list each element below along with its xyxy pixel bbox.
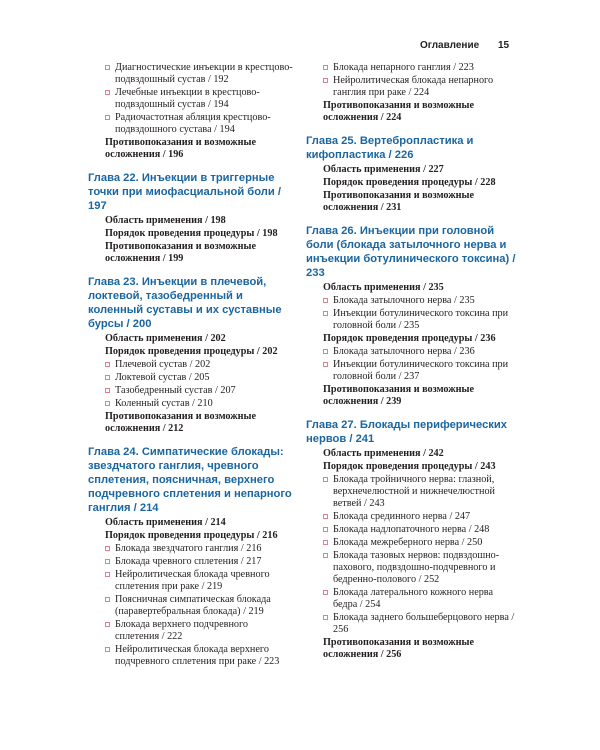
square-bullet-icon — [323, 298, 328, 303]
toc-entry-text: Область применения / 227 — [323, 164, 444, 175]
toc-subsection-entry[interactable] — [306, 550, 516, 586]
toc-entry-text: Локтевой сустав / 205 — [115, 372, 210, 383]
toc-entry-text: Блокада затылочного нерва / 236 — [333, 346, 475, 357]
toc-section-entry[interactable] — [306, 461, 516, 473]
toc-entry-text: Блокада латерального кожного нерва бедра / 254 — [333, 587, 494, 610]
toc-entry-text: Инъекции ботулинического токсина при головной боли / 235 — [333, 308, 509, 331]
toc-section-entry[interactable] — [306, 448, 516, 460]
toc-entry-text: Инъекции ботулинического токсина при головной боли / 237 — [333, 359, 509, 382]
toc-entry-text: Лечебные инъекции в крестцово-подвздошный сустав / 194 — [115, 87, 260, 110]
toc-subsection-entry[interactable] — [88, 556, 293, 568]
square-bullet-icon — [323, 477, 328, 482]
square-bullet-icon — [105, 647, 110, 652]
square-bullet-icon — [323, 65, 328, 70]
toc-entry-text: Порядок проведения процедуры / 198 — [105, 228, 278, 239]
toc-chapter-heading[interactable] — [88, 445, 293, 515]
toc-entry-text: Блокада тазовых нервов: подвздошно-пахового, подвздошно-подчревного и бедренно-полового / 252 — [333, 550, 500, 585]
toc-entry-text: Порядок проведения процедуры / 202 — [105, 346, 278, 357]
toc-subsection-entry[interactable] — [306, 75, 516, 99]
toc-section-entry[interactable] — [88, 241, 293, 265]
toc-left-column — [88, 62, 293, 669]
toc-section-entry[interactable] — [306, 100, 516, 124]
toc-section-entry[interactable] — [88, 228, 293, 240]
square-bullet-icon — [105, 90, 110, 95]
toc-entry-text: Глава 25. Вертебропластика и кифопластика / 226 — [306, 135, 474, 161]
toc-entry-text: Глава 24. Симпатические блокады: звездчатого ганглия, чревного сплетения, поясничная, верхнего подчревного сплетения и непарного ганглия / 214 — [88, 446, 292, 514]
square-bullet-icon — [105, 546, 110, 551]
toc-entry-text: Радиочастотная абляция крестцово-подвздошного сустава / 194 — [115, 112, 271, 135]
toc-entry-text: Глава 23. Инъекции в плечевой, локтевой, тазобедренный и коленный суставы и их суставные бурсы / 200 — [88, 276, 282, 330]
square-bullet-icon — [105, 375, 110, 380]
square-bullet-icon — [323, 349, 328, 354]
toc-entry-text: Блокада затылочного нерва / 235 — [333, 295, 475, 306]
toc-subsection-entry[interactable] — [306, 587, 516, 611]
toc-entry-text: Глава 26. Инъекции при головной боли (блокада затылочного нерва и инъекции ботулинического токсина) / 233 — [306, 225, 516, 279]
square-bullet-icon — [323, 540, 328, 545]
toc-section-entry[interactable] — [88, 137, 293, 161]
square-bullet-icon — [105, 388, 110, 393]
toc-subsection-entry[interactable] — [88, 543, 293, 555]
toc-subsection-entry[interactable] — [88, 62, 293, 86]
square-bullet-icon — [105, 65, 110, 70]
toc-entry-text: Порядок проведения процедуры / 216 — [105, 530, 278, 541]
toc-chapter-heading[interactable] — [306, 134, 516, 162]
toc-entry-text: Блокада межреберного нерва / 250 — [333, 537, 483, 548]
square-bullet-icon — [105, 115, 110, 120]
toc-entry-text: Противопоказания и возможные осложнения / 224 — [323, 100, 474, 123]
toc-entry-text: Глава 22. Инъекции в триггерные точки при миофасциальной боли / 197 — [88, 172, 281, 212]
toc-subsection-entry[interactable] — [88, 87, 293, 111]
toc-entry-text: Блокада чревного сплетения / 217 — [115, 556, 262, 567]
toc-entry-text: Блокада звездчатого ганглия / 216 — [115, 543, 262, 554]
running-header-title: Оглавление — [420, 40, 480, 51]
toc-entry-text: Область применения / 235 — [323, 282, 444, 293]
toc-subsection-entry[interactable] — [306, 474, 516, 510]
square-bullet-icon — [323, 78, 328, 83]
toc-entry-text: Блокада надлопаточного нерва / 248 — [333, 524, 490, 535]
toc-entry-text: Область применения / 202 — [105, 333, 226, 344]
toc-section-entry[interactable] — [306, 384, 516, 408]
toc-entry-text: Порядок проведения процедуры / 236 — [323, 333, 496, 344]
square-bullet-icon — [323, 590, 328, 595]
toc-section-entry[interactable] — [88, 530, 293, 542]
toc-subsection-entry[interactable] — [88, 644, 293, 668]
toc-subsection-entry[interactable] — [306, 612, 516, 636]
toc-entry-text: Область применения / 198 — [105, 215, 226, 226]
toc-entry-text: Противопоказания и возможные осложнения / 196 — [105, 137, 256, 160]
square-bullet-icon — [323, 311, 328, 316]
toc-entry-text: Порядок проведения процедуры / 228 — [323, 177, 496, 188]
square-bullet-icon — [323, 527, 328, 532]
toc-entry-text: Плечевой сустав / 202 — [115, 359, 211, 370]
toc-entry-text: Противопоказания и возможные осложнения / 231 — [323, 190, 474, 213]
toc-entry-text: Блокада заднего большеберцового нерва / 256 — [333, 612, 515, 635]
toc-section-entry[interactable] — [306, 164, 516, 176]
square-bullet-icon — [323, 362, 328, 367]
toc-subsection-entry[interactable] — [306, 346, 516, 358]
toc-entry-text: Коленный сустав / 210 — [115, 398, 213, 409]
square-bullet-icon — [105, 572, 110, 577]
toc-entry-text: Противопоказания и возможные осложнения / 239 — [323, 384, 474, 407]
toc-entry-text: Блокада верхнего подчревного сплетения / 222 — [115, 619, 249, 642]
toc-entry-text: Глава 27. Блокады периферических нервов / 241 — [306, 419, 508, 445]
toc-section-entry[interactable] — [88, 517, 293, 529]
toc-subsection-entry[interactable] — [306, 308, 516, 332]
toc-section-entry[interactable] — [306, 177, 516, 189]
toc-subsection-entry[interactable] — [88, 619, 293, 643]
toc-subsection-entry[interactable] — [88, 569, 293, 593]
toc-subsection-entry[interactable] — [88, 594, 293, 618]
toc-subsection-entry[interactable] — [88, 359, 293, 371]
toc-section-entry[interactable] — [306, 637, 516, 661]
toc-entry-text: Блокада непарного ганглия / 223 — [333, 62, 474, 73]
toc-entry-text: Поясничная симпатическая блокада (паравертебральная блокада) / 219 — [115, 594, 271, 617]
page-number: 15 — [498, 40, 510, 51]
toc-section-entry[interactable] — [88, 333, 293, 345]
toc-subsection-entry[interactable] — [306, 524, 516, 536]
toc-right-column — [306, 62, 516, 662]
toc-chapter-heading[interactable] — [88, 275, 293, 331]
toc-subsection-entry[interactable] — [306, 359, 516, 383]
square-bullet-icon — [105, 559, 110, 564]
toc-subsection-entry[interactable] — [88, 372, 293, 384]
toc-entry-text: Противопоказания и возможные осложнения / 199 — [105, 241, 256, 264]
toc-section-entry[interactable] — [306, 333, 516, 345]
toc-section-entry[interactable] — [88, 411, 293, 435]
toc-subsection-entry[interactable] — [88, 385, 293, 397]
toc-chapter-heading[interactable] — [88, 171, 293, 213]
toc-subsection-entry[interactable] — [88, 398, 293, 410]
toc-entry-text: Порядок проведения процедуры / 243 — [323, 461, 496, 472]
toc-subsection-entry[interactable] — [88, 112, 293, 136]
square-bullet-icon — [323, 514, 328, 519]
square-bullet-icon — [323, 553, 328, 558]
square-bullet-icon — [105, 362, 110, 367]
toc-subsection-entry[interactable] — [306, 295, 516, 307]
toc-chapter-heading[interactable] — [306, 224, 516, 280]
toc-entry-text: Противопоказания и возможные осложнения / 212 — [105, 411, 256, 434]
toc-entry-text: Область применения / 214 — [105, 517, 226, 528]
toc-subsection-entry[interactable] — [306, 537, 516, 549]
square-bullet-icon — [105, 401, 110, 406]
square-bullet-icon — [105, 622, 110, 627]
toc-section-entry[interactable] — [306, 190, 516, 214]
toc-entry-text: Область применения / 242 — [323, 448, 444, 459]
toc-section-entry[interactable] — [88, 346, 293, 358]
toc-entry-text: Блокада срединного нерва / 247 — [333, 511, 471, 522]
toc-entry-text: Нейролитическая блокада непарного ганглия при раке / 224 — [333, 75, 494, 98]
toc-section-entry[interactable] — [88, 215, 293, 227]
toc-chapter-heading[interactable] — [306, 418, 516, 446]
toc-entry-text: Блокада тройничного нерва: глазной, верхнечелюстной и нижнечелюстной ветвей / 243 — [333, 474, 496, 509]
toc-entry-text: Диагностические инъекции в крестцово-подвздошный сустав / 192 — [115, 62, 293, 85]
toc-entry-text: Нейролитическая блокада верхнего подчревного сплетения при раке / 223 — [115, 644, 280, 667]
toc-entry-text: Противопоказания и возможные осложнения / 256 — [323, 637, 474, 660]
toc-section-entry[interactable] — [306, 282, 516, 294]
toc-entry-text: Нейролитическая блокада чревного сплетения при раке / 219 — [115, 569, 270, 592]
toc-entry-text: Тазобедренный сустав / 207 — [115, 385, 236, 396]
square-bullet-icon — [323, 615, 328, 620]
toc-subsection-entry[interactable] — [306, 511, 516, 523]
square-bullet-icon — [105, 597, 110, 602]
toc-subsection-entry[interactable] — [306, 62, 516, 74]
